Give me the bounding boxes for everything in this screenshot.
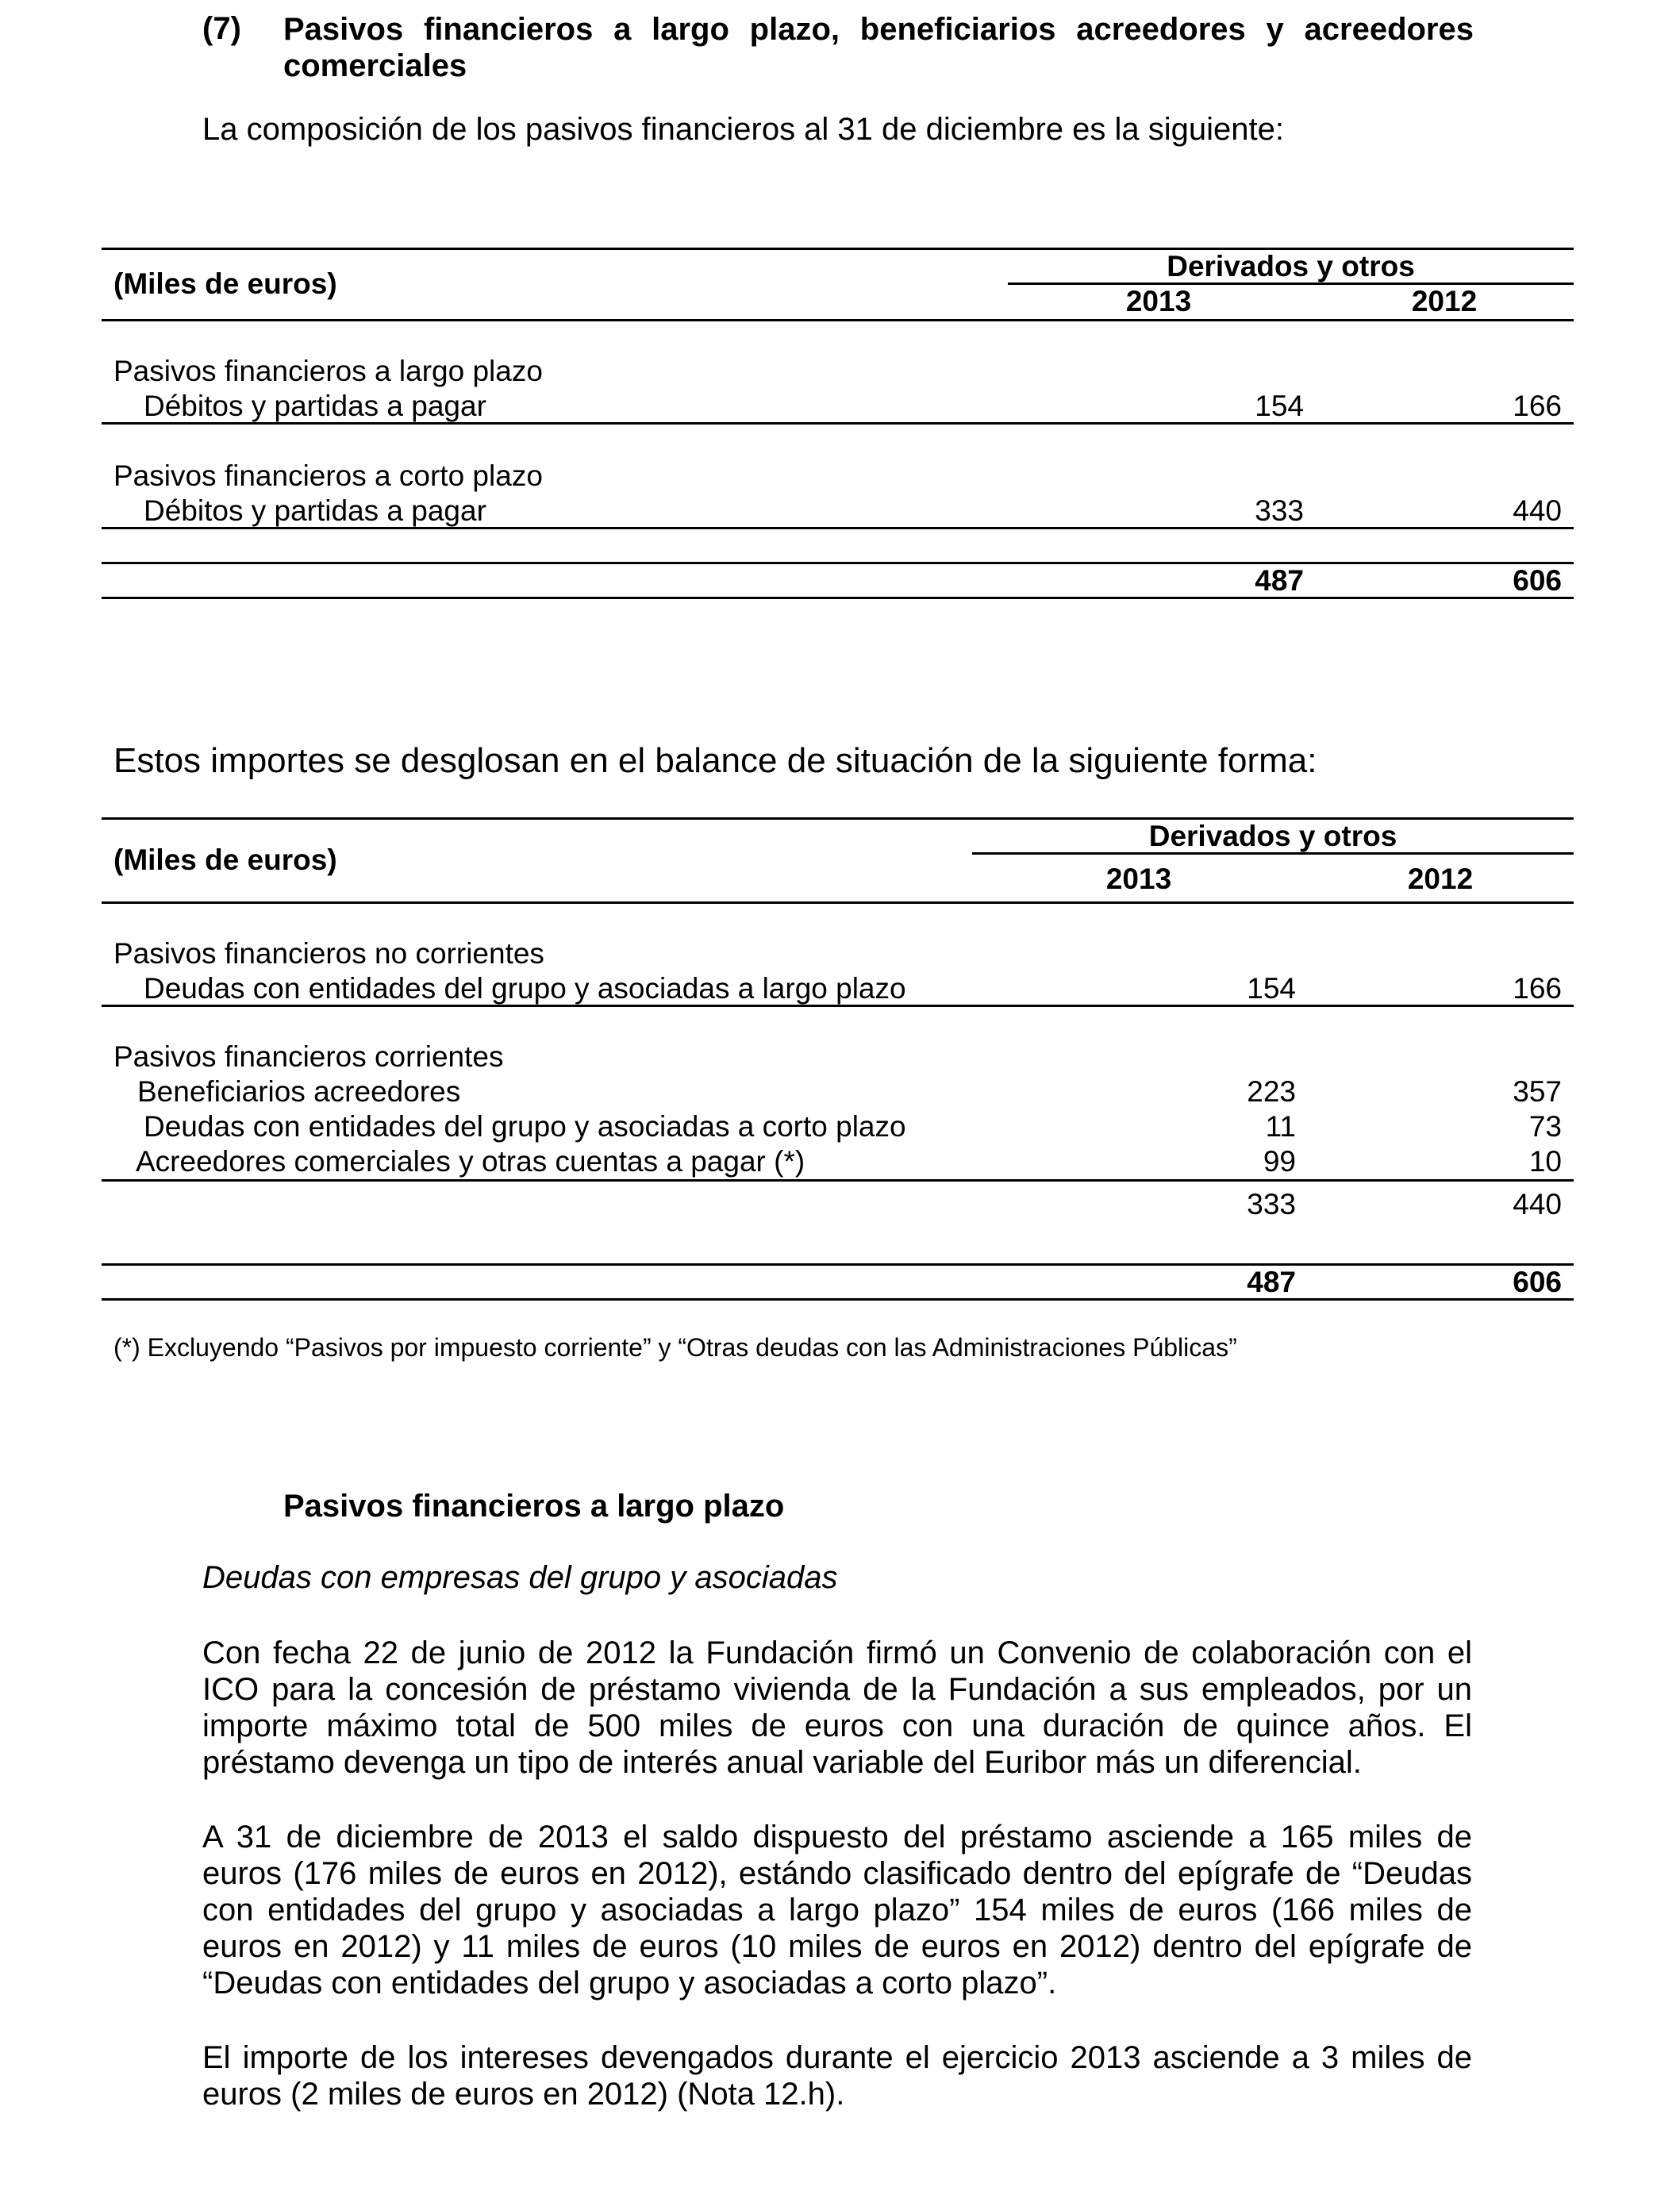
table-1-value-2013: 154 xyxy=(1255,390,1304,422)
table-1-total-top-rule xyxy=(102,562,1574,564)
table-2-value-2012: 166 xyxy=(1513,972,1562,1005)
paragraph-saldo: A 31 de diciembre de 2013 el saldo dispuesto del préstamo asciende a 165 miles de euros (176 miles de euros en 2012), estándo clasificado dentro del epígrafe de “Deudas con entidades del grupo y asociadas a largo plazo” 154 miles de euros (166 miles de euros en 2012) y 11 miles de euros (10 miles de euros en 2012) dentro del epígrafe de “Deudas con entidades del grupo y asociadas a corto plazo”. xyxy=(202,1820,1472,2001)
breakdown-intro: Estos importes se desglosan en el balance de situación de la siguiente forma: xyxy=(113,741,1317,780)
paragraph-convenio: Con fecha 22 de junio de 2012 la Fundación firmó un Convenio de colaboración con el ICO para la concesión de préstamo vivienda de la Fundación a sus empleados, por un importe máximo total de 500 miles de euros con una duración de quince años. El préstamo devenga un tipo de interés anual variable del Euribor más un diferencial. xyxy=(202,1635,1472,1780)
table-2-row-label: Beneficiarios acreedores xyxy=(137,1075,461,1108)
table-1-value-2012: 166 xyxy=(1513,390,1562,422)
table-2-year-2013: 2013 xyxy=(1105,863,1172,895)
table-1-row-label: Pasivos financieros a largo plazo xyxy=(113,355,543,387)
table-2-total-bottom-rule xyxy=(102,1298,1574,1301)
table-2-subtotal-2012: 440 xyxy=(1513,1188,1562,1220)
table-2-total-2012: 606 xyxy=(1513,1266,1562,1298)
table-1-value-2013: 333 xyxy=(1255,494,1304,527)
table-2-row-label: Deudas con entidades del grupo y asociadas a corto plazo xyxy=(144,1110,906,1143)
subsection-title: Pasivos financieros a largo plazo xyxy=(283,1489,785,1524)
table-2-row-rule xyxy=(102,1005,1574,1007)
table-1-total-2012: 606 xyxy=(1513,564,1562,597)
table-2-value-2013: 154 xyxy=(1247,972,1296,1005)
subsection-subtitle: Deudas con empresas del grupo y asociadas xyxy=(202,1560,838,1595)
table-1-row-rule xyxy=(102,527,1574,529)
table-2-value-2013: 99 xyxy=(1263,1145,1296,1178)
table-2-group-rule xyxy=(972,852,1574,855)
intro-text: La composición de los pasivos financieros al 31 de diciembre es la siguiente: xyxy=(202,112,1284,147)
table-1-group-header: Derivados y otros xyxy=(1167,250,1415,282)
table-2-row-label: Deudas con entidades del grupo y asociadas a largo plazo xyxy=(144,972,906,1005)
table-1-year-2013: 2013 xyxy=(1125,285,1192,317)
table-2-value-2013: 11 xyxy=(1265,1110,1296,1143)
table-2-row-label: Pasivos financieros no corrientes xyxy=(113,937,544,970)
table-2-subtotal-2013: 333 xyxy=(1247,1188,1296,1220)
table-2-value-2012: 357 xyxy=(1513,1075,1562,1108)
table-1-year-2012: 2012 xyxy=(1411,285,1478,317)
paragraph-intereses: El importe de los intereses devengados durante el ejercicio 2013 asciende a 3 miles de euros (2 miles de euros en 2012) (Nota 12.h). xyxy=(202,2040,1472,2112)
table-1-row-rule xyxy=(102,422,1574,425)
table-2-subtotal-rule xyxy=(102,1179,1574,1182)
table-1-row-label: Pasivos financieros a corto plazo xyxy=(113,459,543,492)
table-2-total-2013: 487 xyxy=(1247,1266,1296,1298)
table-2-row-label: Pasivos financieros corrientes xyxy=(113,1040,504,1073)
table-2-value-2013: 223 xyxy=(1247,1075,1296,1108)
table-1-total-2013: 487 xyxy=(1255,564,1304,597)
table-2-total-top-rule xyxy=(102,1263,1574,1266)
table-2-value-2012: 73 xyxy=(1528,1110,1562,1143)
table-1-unit-header: (Miles de euros) xyxy=(113,267,337,300)
table-2-header-rule xyxy=(102,901,1574,904)
table-1-row-label: Débitos y partidas a pagar xyxy=(144,494,486,527)
section-title: Pasivos financieros a largo plazo, beneficiarios acreedores y acreedores comerciales xyxy=(283,12,1474,83)
table-1-value-2012: 440 xyxy=(1513,494,1562,527)
table-2-group-header: Derivados y otros xyxy=(1148,820,1397,852)
table-1-row-label: Débitos y partidas a pagar xyxy=(144,390,486,422)
table-2-value-2012: 10 xyxy=(1528,1145,1562,1178)
table-1-header-rule xyxy=(102,319,1574,321)
section-number: (7) xyxy=(202,11,241,46)
table-2-year-2012: 2012 xyxy=(1407,863,1474,895)
table-2-footnote: (*) Excluyendo “Pasivos por impuesto corriente” y “Otras deudas con las Administraciones Públicas” xyxy=(113,1333,1237,1362)
table-2-unit-header: (Miles de euros) xyxy=(113,844,337,876)
table-2-row-label: Acreedores comerciales y otras cuentas a pagar (*) xyxy=(136,1145,805,1178)
table-1-total-bottom-rule xyxy=(102,597,1574,599)
